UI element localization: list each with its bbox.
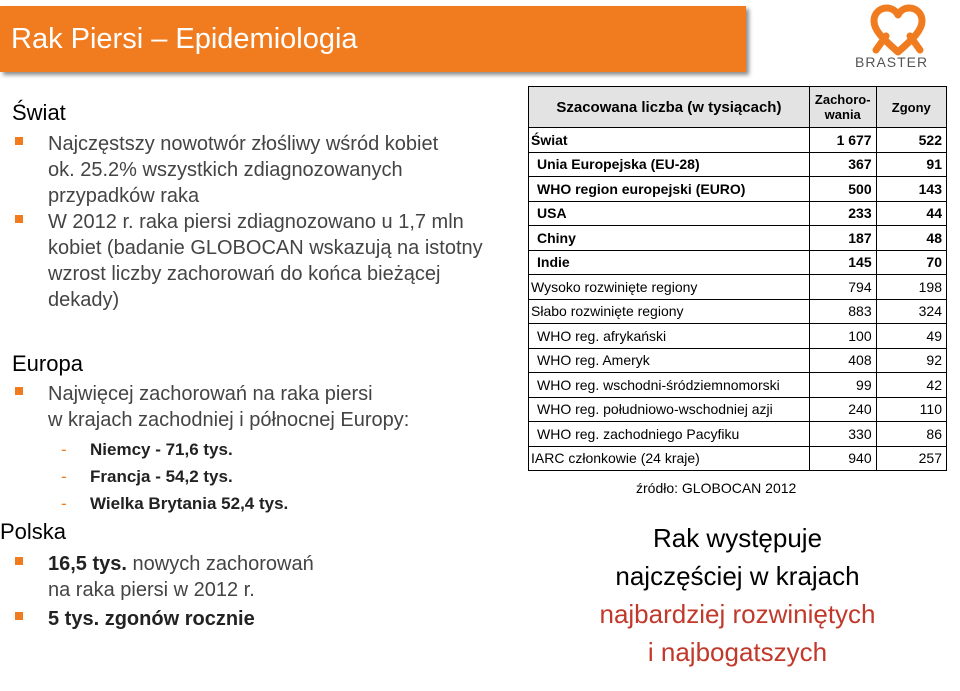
bullet-square-icon — [15, 387, 23, 395]
row-label: Indie — [529, 250, 810, 275]
table-row — [529, 324, 947, 349]
row-cases: 408 — [809, 348, 876, 373]
row-deaths: 91 — [876, 152, 946, 177]
row-cases: 500 — [809, 177, 876, 202]
row-label: WHO reg. zachodniego Pacyfiku — [529, 422, 810, 447]
table-row — [529, 422, 947, 447]
source-note: źródło: GLOBOCAN 2012 — [636, 480, 797, 496]
europe-sub-item: - Niemcy - 71,6 tys. — [61, 440, 233, 459]
poland-bullet-1: 16,5 tys. nowych zachorowań na raka piersi w 2012 r. — [48, 551, 314, 603]
row-deaths: 92 — [876, 348, 946, 373]
row-label: WHO reg. Ameryk — [529, 348, 810, 373]
row-deaths: 324 — [876, 299, 946, 324]
header-cases: Zachoro-wania — [809, 87, 876, 128]
header-deaths: Zgony — [876, 87, 946, 128]
row-cases: 883 — [809, 299, 876, 324]
row-cases: 187 — [809, 226, 876, 251]
table-row — [529, 128, 947, 153]
logo-text: BRASTER — [855, 54, 929, 70]
row-deaths: 522 — [876, 128, 946, 153]
message-line-2: najczęściej w krajach — [615, 561, 860, 591]
row-cases: 99 — [809, 373, 876, 398]
table-row — [529, 397, 947, 422]
poland-bullet-2: 5 tys. zgonów rocznie — [48, 606, 255, 632]
europe-heading: Europa — [12, 351, 83, 376]
row-deaths: 49 — [876, 324, 946, 349]
row-label: Słabo rozwinięte regiony — [529, 299, 810, 324]
row-deaths: 42 — [876, 373, 946, 398]
row-label: WHO reg. wschodni-śródziemnomorski — [529, 373, 810, 398]
message-line-4: i najbogatszych — [647, 637, 828, 667]
row-deaths: 48 — [876, 226, 946, 251]
row-deaths: 110 — [876, 397, 946, 422]
row-cases: 1 677 — [809, 128, 876, 153]
table-row — [529, 177, 947, 202]
title-bar — [0, 6, 746, 72]
table-row — [529, 275, 947, 300]
row-deaths: 86 — [876, 422, 946, 447]
message-line-3: najbardziej rozwiniętych — [599, 599, 876, 629]
table-row — [529, 152, 947, 177]
bullet-square-icon — [15, 557, 23, 565]
row-cases: 233 — [809, 201, 876, 226]
row-label: IARC członkowie (24 kraje) — [529, 446, 810, 471]
europe-sub-item: - Francja - 54,2 tys. — [61, 467, 233, 486]
table-row — [529, 348, 947, 373]
table-row — [529, 446, 947, 471]
bullet-square-icon — [15, 215, 23, 223]
world-bullet-2: W 2012 r. raka piersi zdiagnozowano u 1,7 mln kobiet (badanie GLOBOCAN wskazują na istotny wzrost liczby zachorowań do końca bieżącej dekady) — [48, 209, 483, 313]
table-row — [529, 201, 947, 226]
table-row — [529, 299, 947, 324]
row-deaths: 257 — [876, 446, 946, 471]
message-line-1: Rak występuje — [652, 523, 823, 553]
header-estimate: Szacowana liczba (w tysiącach) — [529, 87, 810, 128]
row-label: WHO region europejski (EURO) — [529, 177, 810, 202]
row-cases: 794 — [809, 275, 876, 300]
europe-sub-item: - Wielka Brytania 52,4 tys. — [61, 494, 289, 513]
table-row — [529, 373, 947, 398]
row-label: Unia Europejska (EU-28) — [529, 152, 810, 177]
table-header-row — [529, 87, 947, 128]
row-label: Chiny — [529, 226, 810, 251]
row-deaths: 70 — [876, 250, 946, 275]
epidemiology-table — [528, 86, 947, 471]
row-cases: 367 — [809, 152, 876, 177]
row-cases: 240 — [809, 397, 876, 422]
table-row — [529, 226, 947, 251]
row-label: WHO reg. południowo-wschodniej azji — [529, 397, 810, 422]
table-row — [529, 250, 947, 275]
page-title: Rak Piersi – Epidemiologia — [11, 23, 358, 55]
row-cases: 330 — [809, 422, 876, 447]
bullet-square-icon — [15, 137, 23, 145]
row-cases: 100 — [809, 324, 876, 349]
world-bullet-1: Najczęstszy nowotwór złośliwy wśród kobiet ok. 25.2% wszystkich zdiagnozowanych przypadków raka — [48, 131, 438, 209]
row-deaths: 198 — [876, 275, 946, 300]
row-label: WHO reg. afrykański — [529, 324, 810, 349]
poland-heading: Polska — [0, 519, 67, 544]
world-heading: Świat — [12, 100, 66, 125]
row-label: USA — [529, 201, 810, 226]
bullet-square-icon — [15, 612, 23, 620]
row-deaths: 44 — [876, 201, 946, 226]
row-label: Świat — [529, 128, 810, 153]
row-label: Wysoko rozwinięte regiony — [529, 275, 810, 300]
row-deaths: 143 — [876, 177, 946, 202]
row-cases: 940 — [809, 446, 876, 471]
europe-bullet-1: Najwięcej zachorowań na raka piersi w krajach zachodniej i północnej Europy: — [48, 381, 409, 433]
row-cases: 145 — [809, 250, 876, 275]
